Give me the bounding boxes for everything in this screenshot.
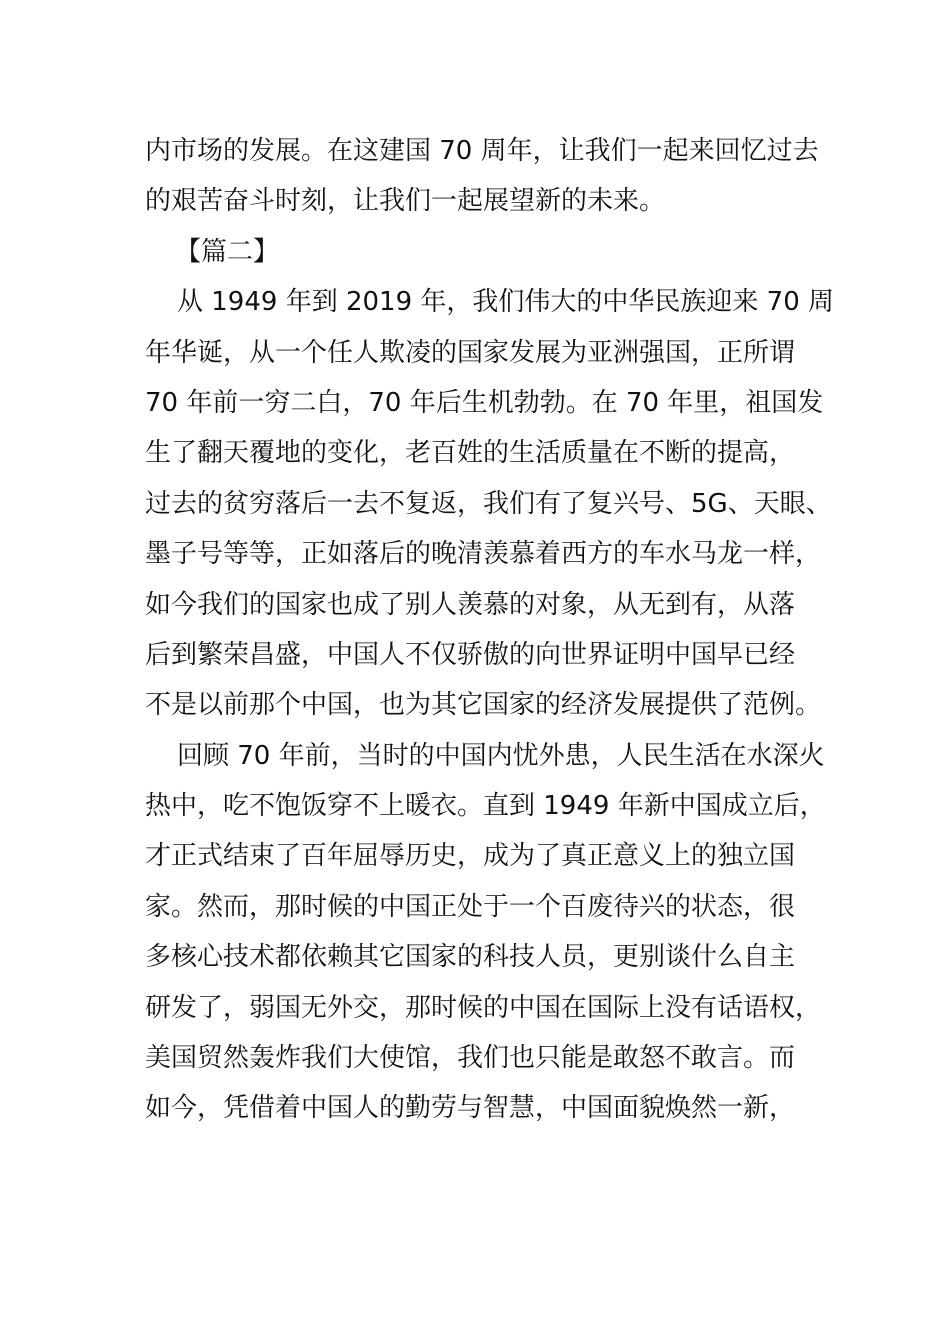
text-line: 年华诞，从一个任人欺凌的国家发展为亚洲强国，正所谓 (145, 337, 796, 368)
paragraph-first-line: 回顾 70 年前，当时的中国内忧外患，人民生活在水深火 (177, 740, 825, 771)
text-line: 热中，吃不饱饭穿不上暖衣。直到 1949 年新中国成立后， (145, 791, 826, 822)
text-line: 多核心技术都依赖其它国家的科技人员，更别谈什么自主 (145, 942, 796, 973)
body-text (145, 126, 835, 1134)
paragraph-first-line: 从 1949 年到 2019 年，我们伟大的中华民族迎来 70 周 (177, 287, 835, 318)
section-heading: 【篇二】 (175, 236, 280, 267)
text-line: 研发了，弱国无外交，那时候的中国在国际上没有话语权， (145, 992, 822, 1023)
text-line: 不是以前那个中国，也为其它国家的经济发展提供了范例。 (145, 690, 822, 721)
text-line: 家。然而，那时候的中国正处于一个百废待兴的状态，很 (145, 891, 796, 922)
text-line: 生了翻天覆地的变化，老百姓的生活质量在不断的提高， (145, 438, 796, 469)
text-line: 内市场的发展。在这建国 70 周年，让我们一起来回忆过去 (145, 136, 819, 166)
text-line: 美国贸然轰炸我们大使馆，我们也只能是敢怒不敢言。而 (145, 1043, 796, 1074)
text-line: 如今我们的国家也成了别人羡慕的对象，从无到有，从落 (145, 589, 796, 620)
text-line: 过去的贫穷落后一去不复返，我们有了复兴号、5G、天眼、 (145, 488, 832, 519)
text-line: 如今，凭借着中国人的勤劳与智慧，中国面貌焕然一新， (145, 1093, 796, 1124)
text-line: 后到繁荣昌盛，中国人不仅骄傲的向世界证明中国早已经 (145, 639, 796, 670)
text-line: 的艰苦奋斗时刻，让我们一起展望新的未来。 (145, 186, 666, 217)
text-line: 墨子号等等，正如落后的晚清羡慕着西方的车水马龙一样， (145, 539, 822, 570)
text-line: 70 年前一穷二白，70 年后生机勃勃。在 70 年里，祖国发 (145, 387, 824, 418)
text-line: 才正式结束了百年屈辱历史，成为了真正意义上的独立国 (145, 841, 796, 872)
